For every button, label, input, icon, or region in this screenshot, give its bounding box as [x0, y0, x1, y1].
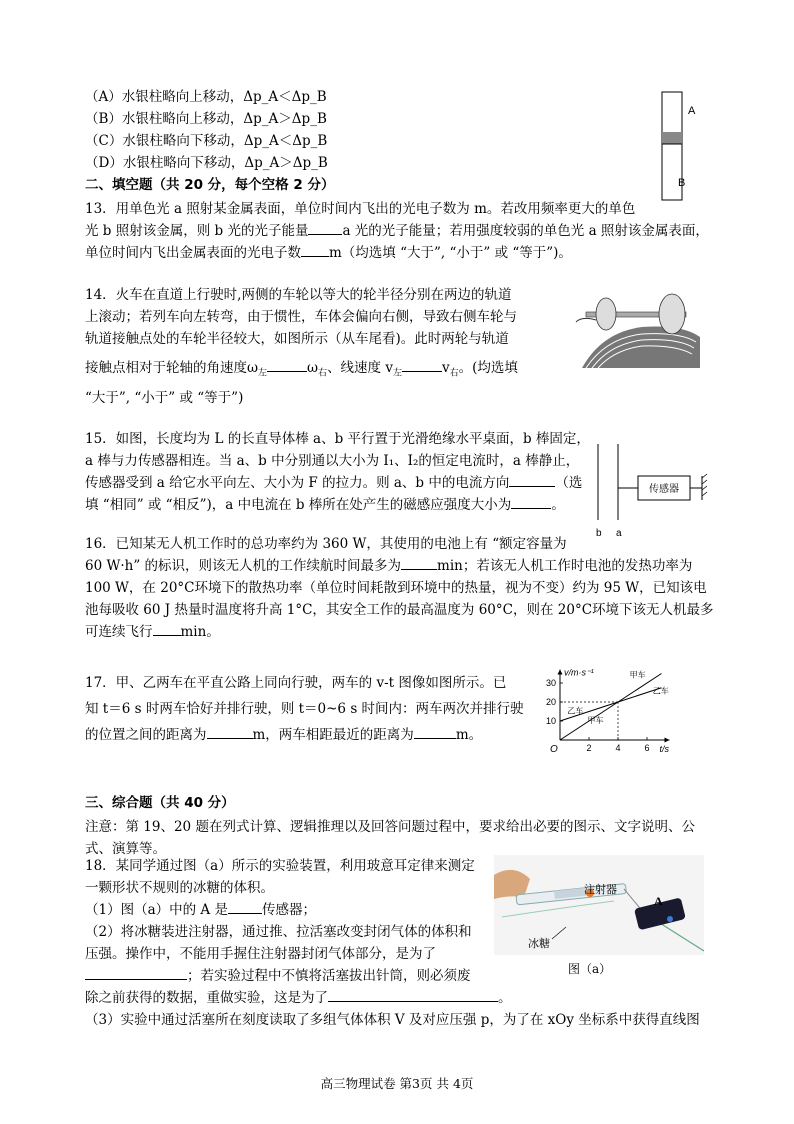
q16-line-5: 可连续飞行 min。	[85, 621, 710, 643]
y-tick-label: 20	[545, 697, 556, 707]
x-axis-label: t/s	[659, 744, 670, 754]
q12-option-c: （C）水银柱略向下移动，Δp_A＜Δp_B	[85, 133, 328, 149]
question-16	[85, 533, 714, 643]
q13-line-3: 单位时间内飞出金属表面的光电子数 m（均选填 “大于”, “小于” 或 “等于”)。	[85, 242, 710, 264]
q12-option-a: （A）水银柱略向上移动，Δp_A＜Δp_B	[85, 89, 327, 105]
q16-line-3: 100 W，在 20°C环境下的散热功率（单位时间耗散到环境中的热量，视为不变）约为 95 W，已知该电	[85, 580, 707, 596]
q18-line-4: （2）将冰糖装进注射器，通过推、拉活塞改变封闭气体的体积和	[85, 924, 472, 940]
q17-line-3: 的位置之间的距离为 m，两车相距最近的距离为 m。	[85, 724, 535, 750]
rod-b-label: b	[596, 528, 602, 539]
page-footer: 高三物理试卷 第3页 共 4页	[320, 1076, 474, 1091]
syringe-label: 注射器	[584, 883, 617, 896]
q14-line-4: 接触点相对于轮轴的角速度$\omega_左$ $\omega_右$、线速度 $v_左$ $v_右$。(均选填	[85, 357, 710, 379]
q18-line-6: ；若实验过程中不慎将活塞拔出针筒，则必须废	[85, 965, 495, 987]
answer-blank[interactable]	[85, 965, 187, 980]
sensor-a-label: A	[654, 894, 663, 908]
series-label: 甲车	[587, 715, 604, 725]
q16-line-1: 16．已知某无人机工作时的总功率约为 360 W，其使用的电池上有 “额定容量为	[85, 536, 567, 552]
answer-blank[interactable]	[509, 472, 555, 487]
q14-line-2: 上滚动；若列车向左转弯，由于惯性，车体会偏向右侧，导致右侧车轮与	[85, 309, 517, 325]
q15-line-3: 传感器受到 a 给它水平向左、大小为 F 的拉力。则 a、b 中的电流方向 （选	[85, 472, 590, 494]
q18-line-2: 一颗形状不规则的冰糖的体积。	[85, 880, 274, 896]
figure-a-caption: 图（a）	[568, 962, 612, 976]
q12-option-b: （B）水银柱略向上移动，Δp_A＞Δp_B	[85, 111, 327, 127]
q12-options	[85, 86, 710, 174]
series-label: 甲车	[629, 670, 646, 680]
x-tick-label: 2	[586, 743, 592, 753]
answer-blank[interactable]	[401, 555, 437, 570]
notice-line-1: 注意：第 19、20 题在列式计算、逻辑推理以及回答问题过程中，要求给出必要的图示、文字说明、公	[85, 819, 695, 835]
q18-line-1: 18．某同学通过图（a）所示的实验装置，利用玻意耳定律来测定	[85, 858, 475, 874]
section-3-title: 三、综合题（共 40 分）	[85, 795, 235, 811]
q18-line-3: （1）图（a）中的 A 是 传感器；	[85, 899, 495, 921]
question-13	[85, 198, 710, 264]
q17-line-2: 知 t＝6 s 时两车恰好并排行驶，则 t＝0~6 s 时间内：两车两次并排行驶	[85, 701, 524, 717]
answer-blank[interactable]	[402, 357, 442, 372]
y-axis-label: v/m·s⁻¹	[564, 667, 594, 678]
q16-line-2: 60 W·h” 的标识，则该无人机的工作续航时间最多为 min；若该无人机工作时电池的发热功率为	[85, 555, 710, 577]
origin-label: O	[550, 744, 558, 755]
q14-line-5: “大于”, “小于” 或 “等于”)	[85, 390, 244, 406]
series-label: 乙车	[567, 706, 584, 716]
rod-a-label: a	[616, 528, 622, 539]
q13-line-2: 光 b 照射该金属，则 b 光的光子能量 a 光的光子能量；若用强度较弱的单色光 a 照射该金属表面，	[85, 220, 710, 242]
notice	[85, 816, 710, 860]
series-label: 乙车	[652, 686, 669, 696]
q15-rods-figure	[590, 440, 710, 540]
section-2-title: 二、填空题（共 20 分，每个空格 2 分）	[85, 177, 335, 193]
y-axis-arrow	[558, 670, 563, 675]
q17-vt-chart	[538, 650, 698, 760]
question-15	[85, 428, 590, 516]
question-18	[85, 855, 512, 1009]
answer-blank[interactable]	[308, 220, 342, 235]
series-line-yi	[560, 688, 662, 721]
tube-label-a: A	[688, 105, 696, 117]
question-17	[85, 672, 535, 750]
answer-blank[interactable]	[153, 621, 181, 636]
answer-blank[interactable]	[511, 494, 551, 509]
answer-blank[interactable]	[207, 724, 253, 739]
answer-blank[interactable]	[301, 242, 329, 257]
q14-train-wheel-figure	[572, 282, 702, 370]
q15-line-4: 填 “相同” 或 “相反”)，a 中电流在 b 棒所在处产生的磁感应强度大小为 。	[85, 494, 590, 516]
q13-line-1: 13．用单色光 a 照射某金属表面，单位时间内飞出的光电子数为 m。若改用频率更大的单色	[85, 201, 636, 217]
sensor-label: 传感器	[649, 484, 679, 495]
answer-blank[interactable]	[414, 724, 456, 739]
x-tick-label: 4	[615, 743, 621, 753]
answer-blank[interactable]	[267, 357, 307, 372]
q14-line-1: 14．火车在直道上行驶时,两侧的车轮以等大的轮半径分别在两边的轨道	[85, 287, 512, 303]
q15-line-1: 15．如图，长度均为 L 的长直导体棒 a、b 平行置于光滑绝缘水平桌面，b 棒固定，	[85, 431, 590, 447]
y-tick-label: 10	[545, 716, 556, 726]
q15-line-2: a 棒与力传感器相连。当 a、b 中分别通以大小为 I₁、I₂的恒定电流时，a 棒静止，	[85, 453, 580, 469]
q18-line-7: 除之前获得的数据，重做实验，这是为了 。	[85, 987, 495, 1009]
x-axis-arrow	[665, 738, 670, 743]
q17-line-1: 17．甲、乙两车在平直公路上同向行驶，两车的 v-t 图像如图所示。已	[85, 675, 507, 691]
y-tick-label: 30	[545, 678, 556, 688]
q16-line-4: 池每吸收 60 J 热量时温度将升高 1°C，其安全工作的最高温度为 60°C，则在 20°C环境下该无人机最多	[85, 602, 714, 618]
q18-line-5: 压强。操作中，不能用手握住注射器封闭气体部分，是为了	[85, 946, 436, 962]
x-tick-label: 6	[644, 743, 650, 753]
sugar-label: 冰糖	[528, 937, 550, 950]
answer-blank[interactable]	[328, 987, 498, 1002]
answer-blank[interactable]	[228, 899, 262, 914]
tube-label-b: B	[678, 177, 686, 189]
q18-apparatus-photo	[494, 855, 704, 980]
q14-line-3: 轨道接触点处的车轮半径较大，如图所示（从车尾看)。此时两轮与轨道	[85, 331, 509, 347]
notice-line-2: 式、演算等。	[85, 841, 166, 857]
q12-option-d: （D）水银柱略向下移动，Δp_A＞Δp_B	[85, 155, 328, 171]
q18-line-8: （3）实验中通过活塞所在刻度读取了多组气体体积 V 及对应压强 p，为了在 xOy 坐标系中获得直线图	[85, 1012, 700, 1028]
